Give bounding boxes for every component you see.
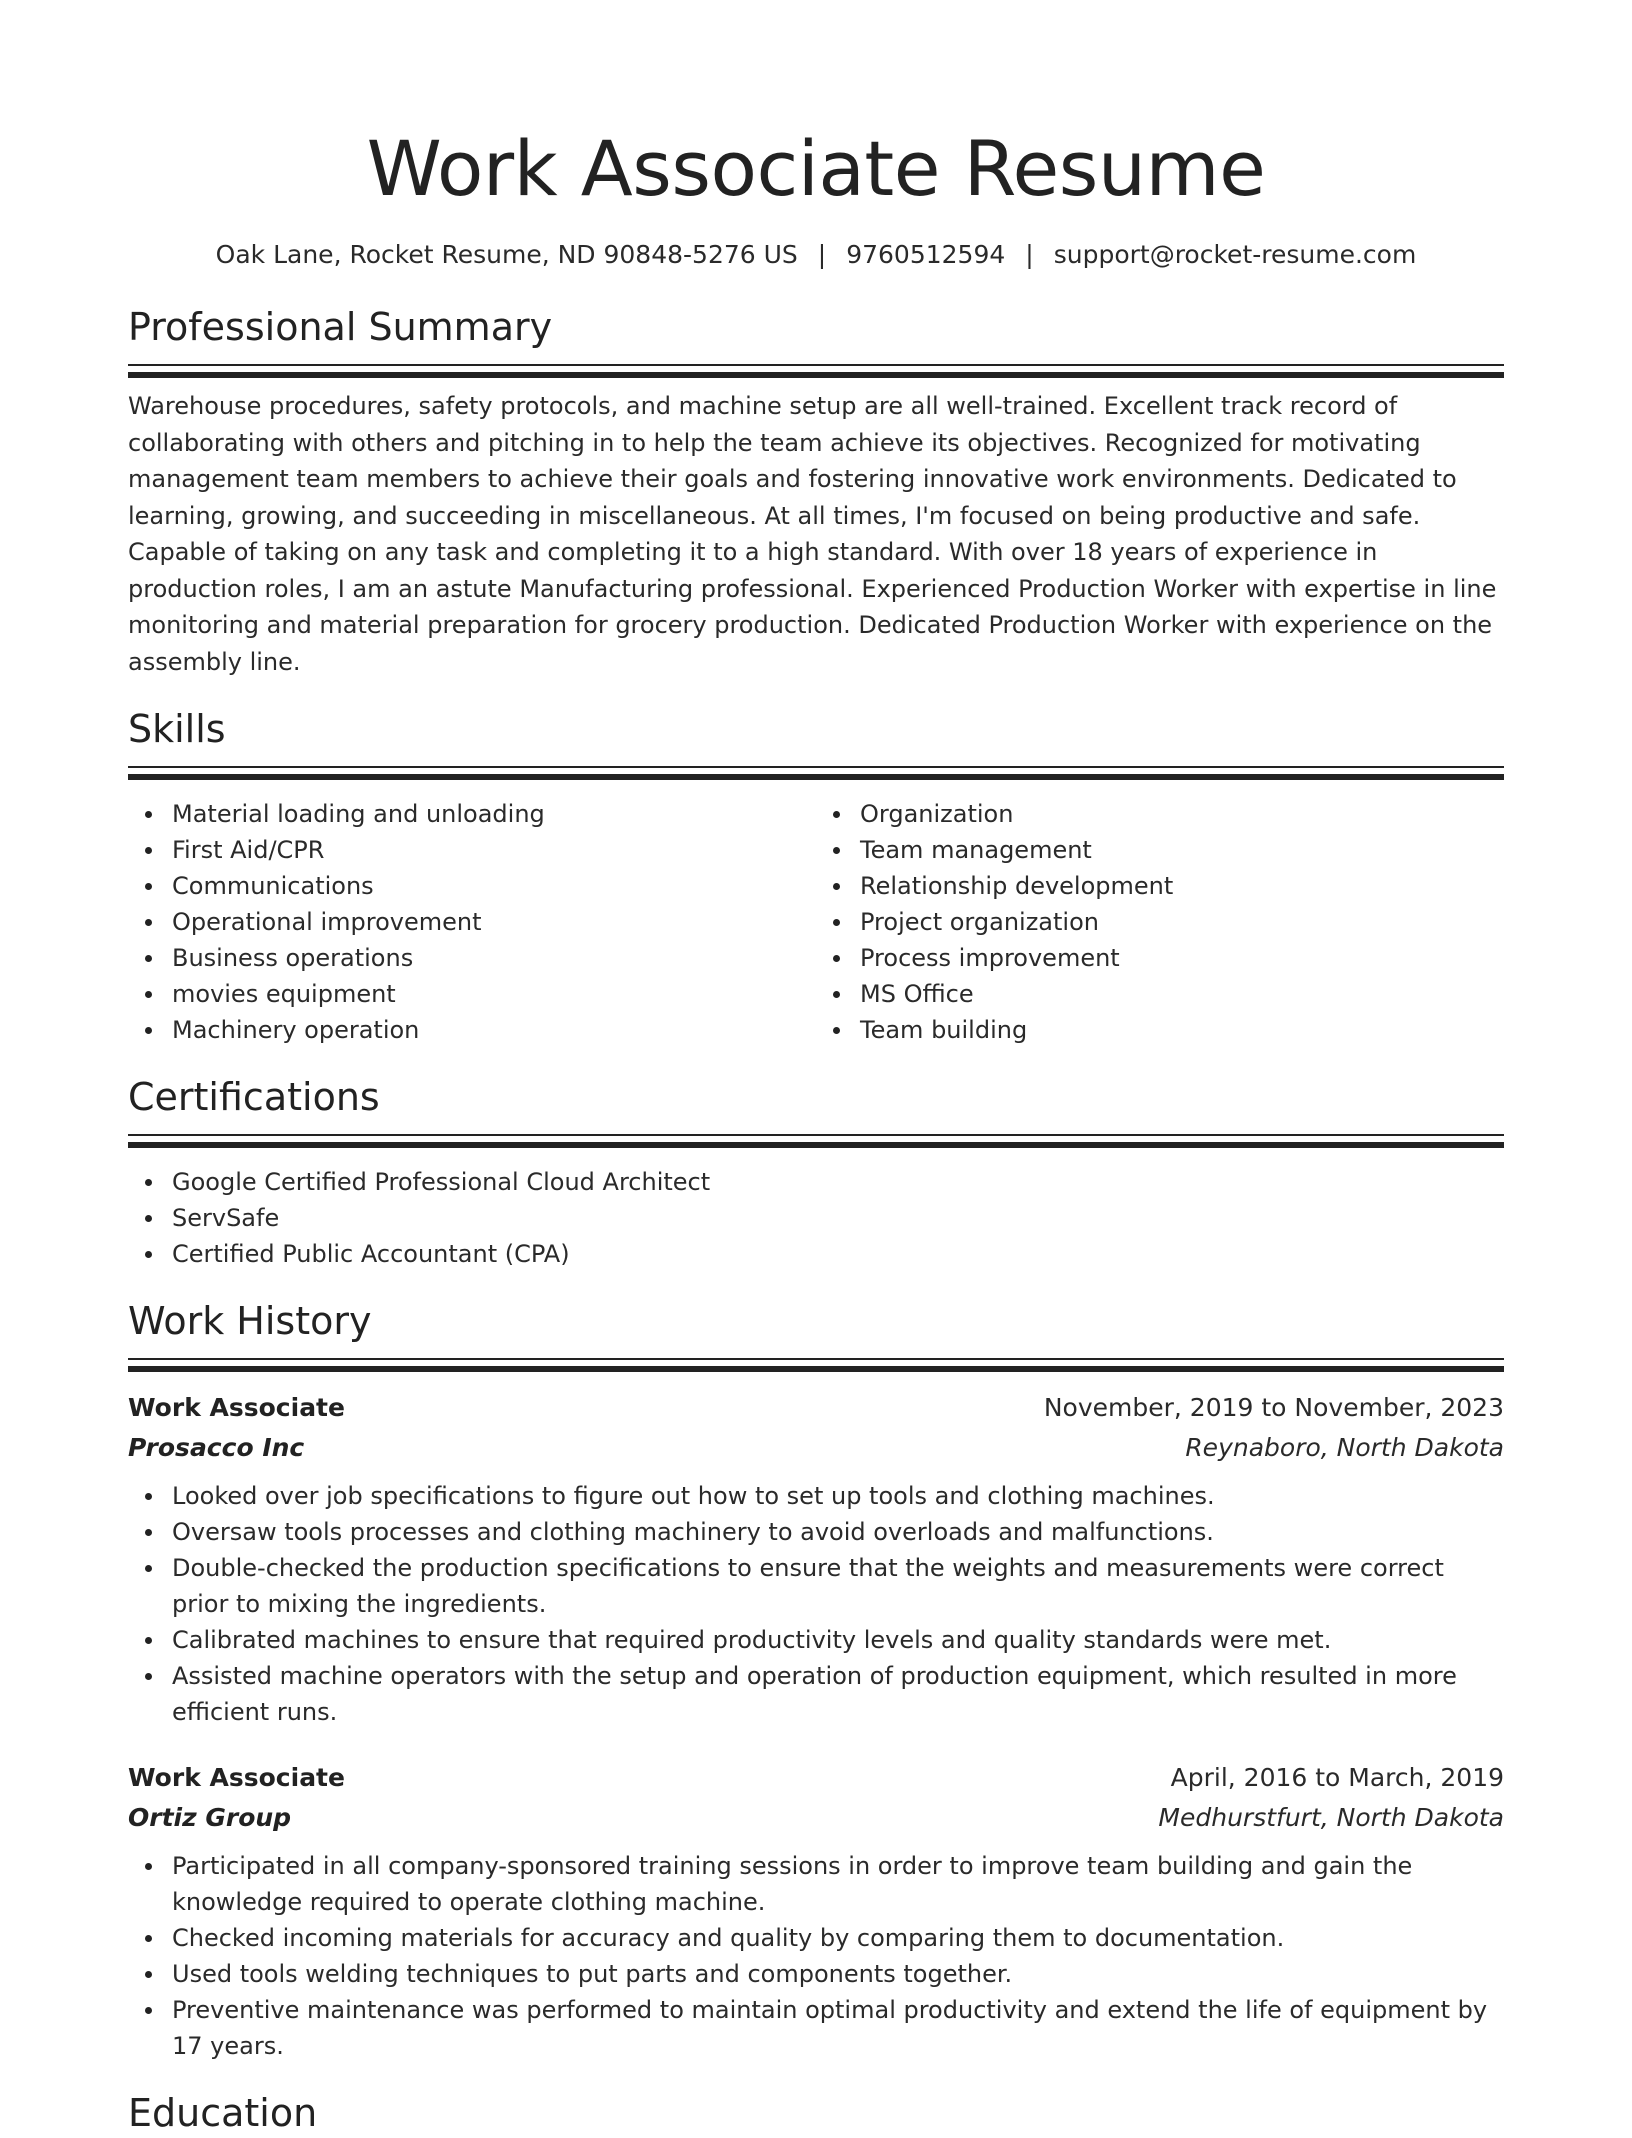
- skills-heading: Skills: [128, 707, 226, 751]
- job-title: Work Associate: [128, 1393, 345, 1422]
- contact-email[interactable]: support@rocket-resume.com: [1053, 240, 1417, 269]
- work-history-heading: Work History: [128, 1299, 372, 1343]
- job-bullet: Checked incoming materials for accuracy and quality by comparing them to documentation.: [172, 1920, 1504, 1956]
- section-divider: [128, 1358, 1504, 1374]
- skill-item: Team building: [860, 1012, 1504, 1048]
- certification-item: ServSafe: [172, 1200, 1504, 1236]
- job-company: Prosacco Inc: [128, 1433, 305, 1462]
- education-heading: Education: [128, 2091, 318, 2135]
- work-history-section: [128, 1296, 1504, 2064]
- contact-phone: 9760512594: [846, 240, 1006, 269]
- certifications-heading: Certifications: [128, 1075, 380, 1119]
- skill-item: Team management: [860, 832, 1504, 868]
- skill-item: MS Office: [860, 976, 1504, 1012]
- contact-address: Oak Lane, Rocket Resume, ND 90848-5276 US: [215, 240, 798, 269]
- job-subheader: [128, 1798, 1504, 1838]
- resume-page: [128, 0, 1504, 2138]
- job-entry: [128, 1758, 1504, 2064]
- job-bullets: [128, 1478, 1504, 1730]
- job-subheader: [128, 1428, 1504, 1468]
- summary-heading: Professional Summary: [128, 305, 553, 349]
- skills-section: [128, 704, 1504, 1048]
- job-entry: [128, 1388, 1504, 1730]
- skills-list-right: [816, 796, 1504, 1048]
- job-bullet: Oversaw tools processes and clothing machinery to avoid overloads and malfunctions.: [172, 1514, 1504, 1550]
- skill-item: Process improvement: [860, 940, 1504, 976]
- job-bullet: Participated in all company-sponsored training sessions in order to improve team building and gain the knowledge required to operate clothing machine.: [172, 1848, 1504, 1920]
- certifications-list: [128, 1164, 1504, 1272]
- skill-item: Project organization: [860, 904, 1504, 940]
- section-divider: [128, 364, 1504, 380]
- skill-item: Operational improvement: [172, 904, 816, 940]
- certifications-section: [128, 1072, 1504, 1272]
- skill-item: Communications: [172, 868, 816, 904]
- summary-section: [128, 302, 1504, 680]
- job-bullet: Calibrated machines to ensure that required productivity levels and quality standards were met.: [172, 1622, 1504, 1658]
- job-bullet: Assisted machine operators with the setup and operation of production equipment, which resulted in more efficient runs.: [172, 1658, 1504, 1730]
- job-bullet: Looked over job specifications to figure out how to set up tools and clothing machines.: [172, 1478, 1504, 1514]
- section-divider: [128, 766, 1504, 782]
- job-bullet: Used tools welding techniques to put parts and components together.: [172, 1956, 1504, 1992]
- skill-item: Material loading and unloading: [172, 796, 816, 832]
- job-bullet: Double-checked the production specifications to ensure that the weights and measurements were correct prior to mixing the ingredients.: [172, 1550, 1504, 1622]
- job-title: Work Associate: [128, 1763, 345, 1792]
- job-company: Ortiz Group: [128, 1803, 292, 1832]
- job-dates: November, 2019 to November, 2023: [1043, 1393, 1504, 1422]
- skills-grid: [128, 796, 1504, 1048]
- job-dates: April, 2016 to March, 2019: [1170, 1763, 1504, 1792]
- skills-list-left: [128, 796, 816, 1048]
- contact-line: [128, 238, 1504, 272]
- skill-item: Machinery operation: [172, 1012, 816, 1048]
- contact-separator: |: [817, 240, 827, 269]
- job-bullets: [128, 1848, 1504, 2064]
- contact-separator: |: [1025, 240, 1034, 269]
- skill-item: Business operations: [172, 940, 816, 976]
- skill-item: Relationship development: [860, 868, 1504, 904]
- education-section: [128, 2088, 1504, 2138]
- job-location: Medhurstfurt, North Dakota: [1158, 1803, 1504, 1832]
- summary-text: Warehouse procedures, safety protocols, and machine setup are all well-trained. Excellent track record of collaborating with others and pitching in to help the team achieve its objectives. Recognized for motivating management team members to achieve their goals and fostering innovative work environments. Dedicated to learning, growing, and succeeding in miscellaneous. At all times, I'm focused on being productive and safe. Capable of taking on any task and completing it to a high standard. With over 18 years of experience in production roles, I am an astute Manufacturing professional. Experienced Production Worker with expertise in line monitoring and material preparation for grocery production. Dedicated Production Worker with experience on the assembly line.: [128, 392, 1497, 676]
- job-header: [128, 1388, 1504, 1428]
- skill-item: First Aid/CPR: [172, 832, 816, 868]
- resume-title: Work Associate Resume: [366, 124, 1266, 213]
- skill-item: movies equipment: [172, 976, 816, 1012]
- certification-item: Google Certified Professional Cloud Architect: [172, 1164, 1504, 1200]
- section-divider: [128, 1134, 1504, 1150]
- certification-item: Certified Public Accountant (CPA): [172, 1236, 1504, 1272]
- skill-item: Organization: [860, 796, 1504, 832]
- job-location: Reynaboro, North Dakota: [1185, 1433, 1504, 1462]
- job-bullet: Preventive maintenance was performed to maintain optimal productivity and extend the life of equipment by 17 years.: [172, 1992, 1504, 2064]
- job-header: [128, 1758, 1504, 1798]
